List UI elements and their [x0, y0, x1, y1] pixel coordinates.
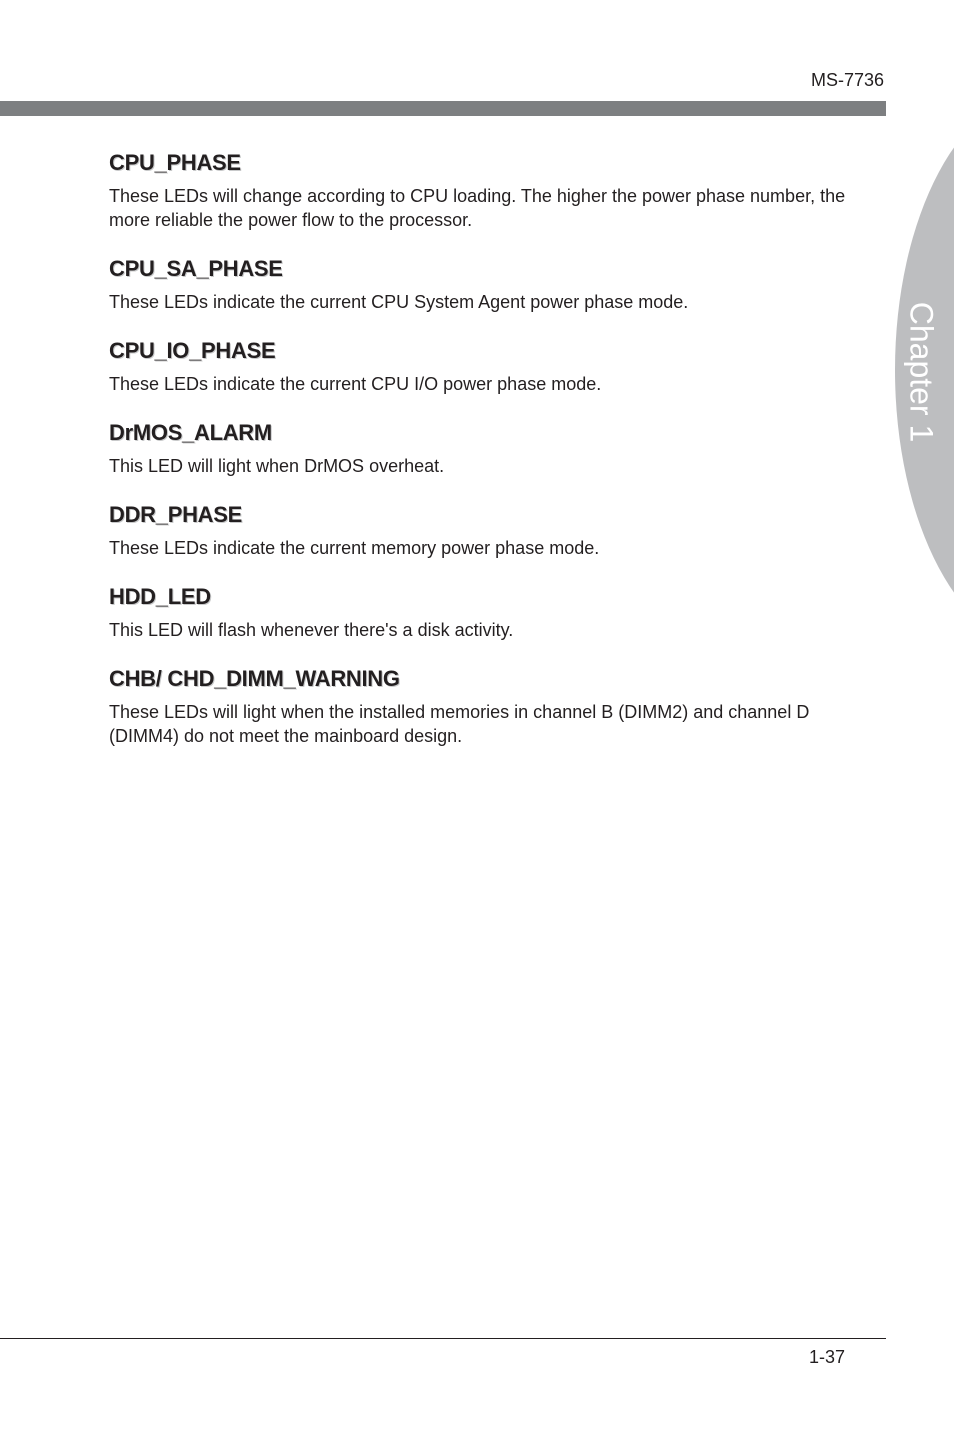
section-body: These LEDs indicate the current CPU I/O power phase mode. [109, 374, 602, 394]
section-title: CPU_IO_PHASE [109, 338, 276, 363]
section-body: This LED will flash whenever there's a disk activity. [109, 620, 514, 640]
section-body: These LEDs indicate the current CPU System Agent power phase mode. [109, 292, 689, 312]
section-drmos-alarm [109, 420, 854, 478]
section-title: CPU_PHASE [109, 150, 241, 175]
model-number: MS-7736 [810, 70, 884, 90]
section-body: These LEDs indicate the current memory power phase mode. [109, 538, 600, 558]
section-dimm-warning [109, 666, 854, 748]
section-body: These LEDs will light when the installed memories in channel B (DIMM2) and channel D (DIMM4) do not meet the mainboard design. [109, 702, 810, 746]
section-cpu-sa-phase [109, 256, 854, 314]
section-title: DDR_PHASE [109, 502, 242, 527]
section-body: These LEDs will change according to CPU loading. The higher the power phase number, the more reliable the power flow to the processor. [109, 186, 846, 230]
section-hdd-led [109, 584, 854, 642]
page-number: 1-37 [808, 1347, 845, 1367]
section-cpu-io-phase [109, 338, 854, 396]
section-title: DrMOS_ALARM [109, 420, 272, 445]
section-ddr-phase [109, 502, 854, 560]
page-content [109, 150, 854, 772]
section-title: HDD_LED [109, 584, 211, 609]
header-bar [0, 101, 886, 116]
section-title: CHB/ CHD_DIMM_WARNING [109, 666, 400, 691]
section-title: CPU_SA_PHASE [109, 256, 283, 281]
footer-rule [0, 1338, 886, 1339]
chapter-label: Chapter 1 [903, 301, 940, 443]
section-cpu-phase [109, 150, 854, 232]
section-body: This LED will light when DrMOS overheat. [109, 456, 445, 476]
